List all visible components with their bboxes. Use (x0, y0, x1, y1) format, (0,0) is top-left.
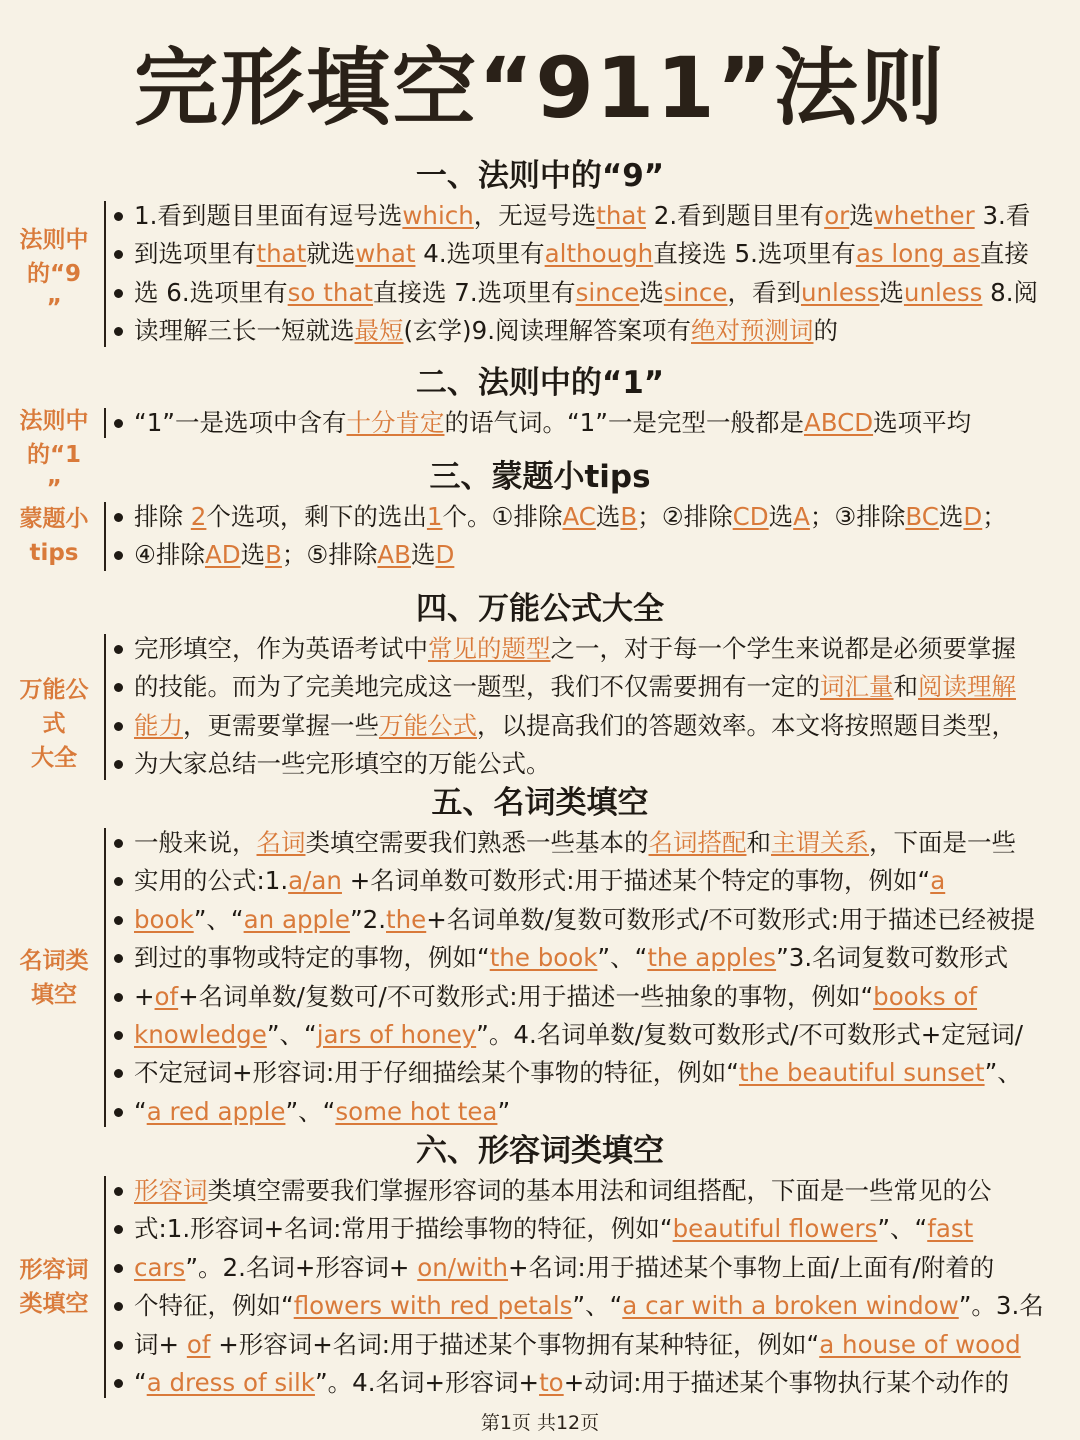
text-segment: ”。3.名 (958, 1291, 1044, 1321)
text-segment: ”。2.名词+形容词+ (185, 1252, 418, 1282)
text-segment: ”、“ (266, 1019, 317, 1049)
section-heading: 一、法则中的“9” (415, 158, 665, 194)
text-segment: 2.看到题目里有 (646, 201, 825, 230)
section-body (0, 824, 1080, 1131)
highlighted-term: AB (377, 540, 411, 570)
highlighted-term: although (544, 239, 654, 269)
section-divider-line (104, 828, 106, 1127)
section-divider-line (104, 634, 106, 780)
section (0, 155, 1080, 351)
highlighted-term: 十分肯定 (346, 408, 445, 437)
text-segment: 个选项，剩下的选出 (206, 502, 427, 531)
section-body (0, 630, 1080, 784)
text-segment: (玄学)9.阅读理解答案项有 (403, 316, 691, 346)
text-segment: ”3.名词复数可数形式 (776, 943, 1009, 973)
text-segment: 类填空需要我们熟悉一些基本的 (305, 828, 649, 857)
section-divider-line (104, 408, 106, 438)
highlighted-term: that (596, 201, 647, 230)
highlighted-term: 能力 (134, 710, 183, 740)
text-segment: ； (982, 502, 1007, 531)
highlighted-term: unless (903, 277, 983, 307)
text-segment: 选 (879, 277, 904, 307)
bullet-line (112, 1172, 1080, 1210)
bullet-line (112, 1093, 1080, 1131)
text-segment: 式:1.形容词+名词:常用于描绘事物的特征，例如“ (134, 1214, 673, 1244)
highlighted-term: book (134, 904, 194, 934)
section-side-label: 名词类 填空 (19, 947, 89, 1008)
text-segment: 选 (595, 502, 621, 531)
bullet-list (112, 404, 1080, 442)
section-divider-line (104, 502, 106, 571)
highlighted-term: cars (134, 1252, 186, 1282)
text-segment: 到过的事物或特定的事物，例如“ (134, 943, 490, 973)
highlighted-term: ABCD (803, 408, 874, 437)
section-side-label: 万能公式 大全 (19, 676, 89, 771)
section-side-label: 蒙题小 tips (19, 506, 89, 567)
text-segment: 3.看 (974, 201, 1031, 230)
bullet-line (112, 978, 1080, 1016)
highlighted-term: flowers with red petals (293, 1291, 573, 1321)
text-segment: ”、“ (597, 943, 648, 973)
highlighted-term: 最短 (354, 316, 404, 346)
bullet-line (112, 536, 1080, 574)
section-side-label: 法则中 的“9 ” (19, 226, 89, 321)
bullet-line (112, 1364, 1080, 1402)
text-segment: 直接选 5.选项里有 (653, 239, 856, 269)
bullet-line (112, 824, 1080, 862)
text-segment: 8.阅 (982, 277, 1039, 307)
text-segment: 到选项里有 (134, 239, 257, 269)
section-heading: 五、名词类填空 (431, 785, 649, 821)
text-segment: ” (497, 1096, 511, 1126)
bullet-line (112, 1249, 1080, 1287)
highlighted-term: of (186, 1329, 211, 1359)
highlighted-term: unless (800, 277, 880, 307)
text-segment: 词+ (134, 1329, 187, 1359)
bullet-list (112, 1172, 1080, 1402)
bullet-line (112, 668, 1080, 706)
highlighted-term: 常见的题型 (428, 634, 551, 663)
section (0, 1130, 1080, 1402)
page-title: 完形填空“911”法则 (134, 39, 946, 137)
highlighted-term: so that (287, 277, 373, 307)
section (0, 588, 1080, 784)
text-segment: 就选 (306, 239, 356, 269)
section-heading: 六、形容词类填空 (416, 1133, 664, 1169)
text-segment: ，以提高我们的答题效率。本文将按照题目类型， (477, 710, 1016, 740)
section-divider-line (104, 201, 106, 347)
highlighted-term: B (620, 502, 638, 531)
text-segment: ”、“ (572, 1291, 623, 1321)
text-segment: 和 (893, 672, 918, 702)
text-segment: 的语气词。“1”一是完型一般都是 (444, 408, 804, 437)
bullet-line (112, 901, 1080, 939)
highlighted-term: a red apple (146, 1096, 286, 1126)
section-side-label: 形容词 类填空 (19, 1257, 89, 1318)
highlighted-term: the book (489, 943, 598, 973)
highlighted-term: the apples (647, 943, 777, 973)
text-segment: ”2. (349, 904, 387, 934)
bullet-list (112, 630, 1080, 784)
highlighted-term: 阅读理解 (918, 672, 1016, 702)
text-segment: ④排除 (134, 540, 205, 570)
highlighted-term: beautiful flowers (672, 1214, 878, 1244)
highlighted-term: books of (873, 981, 978, 1011)
text-segment: “ (134, 1367, 147, 1397)
highlighted-term: a/an (288, 866, 342, 896)
highlighted-term: 2 (190, 502, 207, 531)
section-heading: 二、法则中的“1” (415, 365, 665, 401)
highlighted-term: which (402, 201, 474, 230)
bullet-line (112, 498, 1080, 536)
text-segment: 选 6.选项里有 (134, 277, 288, 307)
text-segment: ，看到 (727, 277, 801, 307)
highlighted-term: whether (873, 201, 975, 230)
text-segment: ”、“ (877, 1214, 928, 1244)
bullet-line (112, 630, 1080, 668)
highlighted-term: CD (732, 502, 769, 531)
text-segment: 的技能。而为了完美地完成这一题型，我们不仅需要拥有一定的 (134, 672, 820, 702)
highlighted-term: 形容词 (134, 1176, 208, 1205)
highlighted-term: BC (905, 502, 939, 531)
text-segment: 1.看到题目里面有逗号选 (134, 201, 403, 230)
bullet-line (112, 235, 1080, 273)
text-segment: +名词单数/复数可数形式/不可数形式:用于描述已经被提 (426, 904, 1036, 934)
highlighted-term: AC (562, 502, 596, 531)
highlighted-term: what (355, 239, 416, 269)
text-segment: 直接选 7.选项里有 (372, 277, 576, 307)
highlighted-term: some hot tea (335, 1096, 498, 1126)
text-segment: ”。4.名词单数/复数可数形式/不可数形式+定冠词/ (476, 1019, 1024, 1049)
text-segment: 完形填空，作为英语考试中 (134, 634, 428, 663)
section-side-label: 法则中 的“1 ” (19, 408, 89, 502)
bullet-list (112, 498, 1080, 575)
bullet-list (112, 824, 1080, 1131)
page-indicator: 第1页 共12页 (480, 1412, 600, 1434)
text-segment: 类填空需要我们掌握形容词的基本用法和词组搭配，下面是一些常见的公 (207, 1176, 992, 1205)
text-segment: +名词单数可数形式:用于描述某个特定的事物，例如“ (341, 866, 931, 896)
text-segment: 选 (240, 540, 266, 570)
text-segment: 不定冠词+形容词:用于仔细描绘某个事物的特征，例如“ (134, 1058, 739, 1088)
text-segment: 个。①排除 (442, 502, 563, 531)
highlighted-term: a car with a broken window (622, 1291, 959, 1321)
highlighted-term: 万能公式 (379, 710, 477, 740)
highlighted-term: D (435, 540, 455, 570)
highlighted-term: that (256, 239, 307, 269)
bullet-line (112, 939, 1080, 977)
text-segment: 选 (639, 277, 664, 307)
highlighted-term: AD (204, 540, 241, 570)
text-segment: 直接 (979, 239, 1029, 269)
section-divider-line (104, 1176, 106, 1398)
text-segment: ；⑤排除 (281, 540, 378, 570)
highlighted-term: 名词 (256, 828, 306, 857)
highlighted-term: as long as (855, 239, 980, 269)
highlighted-term: jars of honey (316, 1019, 477, 1049)
text-segment: 选 (410, 540, 436, 570)
highlighted-term: an apple (243, 904, 350, 934)
text-segment: 选 (938, 502, 964, 531)
highlighted-term: 名词搭配 (648, 828, 747, 857)
text-segment: 选项平均 (873, 408, 972, 437)
text-segment: 一般来说， (134, 828, 257, 857)
section-heading: 三、蒙题小tips (429, 459, 651, 495)
highlighted-term: B (265, 540, 282, 570)
section (0, 782, 1080, 1131)
text-segment: 的 (813, 316, 838, 346)
text-segment: ；②排除 (637, 502, 733, 531)
highlighted-term: on/with (417, 1252, 509, 1282)
text-segment: 个特征，例如“ (134, 1291, 294, 1321)
highlighted-term: fast (927, 1214, 974, 1244)
text-segment: ，无逗号选 (473, 201, 597, 230)
text-segment: +名词单数/复数可/不可数形式:用于描述一些抽象的事物，例如“ (178, 981, 874, 1011)
text-segment: 选 (768, 502, 794, 531)
highlighted-term: the (386, 904, 427, 934)
text-segment: ”、“ (193, 904, 244, 934)
text-segment: ，下面是一些 (869, 828, 1016, 857)
highlighted-term: a dress of silk (146, 1367, 315, 1397)
highlighted-term: or (824, 201, 850, 230)
highlighted-term: a house of wood (819, 1329, 1021, 1359)
highlighted-term: a (930, 866, 946, 896)
text-segment: 实用的公式:1. (134, 866, 289, 896)
text-segment: 和 (746, 828, 771, 857)
highlighted-term: since (575, 277, 640, 307)
text-segment: “1”一是选项中含有 (134, 408, 347, 437)
text-segment: 读理解三长一短就选 (134, 316, 355, 346)
bullet-line (112, 1326, 1080, 1364)
highlighted-term: the beautiful sunset (738, 1058, 985, 1088)
section-body (0, 197, 1080, 351)
text-segment: “ (134, 1096, 147, 1126)
highlighted-term: knowledge (134, 1019, 267, 1049)
bullet-line (112, 707, 1080, 745)
highlighted-term: 绝对预测词 (691, 316, 814, 346)
bullet-line (112, 1210, 1080, 1248)
bullet-line (112, 312, 1080, 350)
text-segment: ，更需要掌握一些 (183, 710, 379, 740)
bullet-line (112, 197, 1080, 235)
section-body (0, 498, 1080, 575)
text-segment: + (134, 981, 155, 1011)
bullet-line (112, 862, 1080, 900)
text-segment: ”。4.名词+形容词+ (314, 1367, 540, 1397)
highlighted-term: 词汇量 (820, 672, 894, 702)
text-segment: 之一，对于每一个学生来说都是必须要掌握 (550, 634, 1016, 663)
text-segment: +动词:用于描述某个事物执行某个动作的 (563, 1367, 1009, 1397)
text-segment: ；③排除 (809, 502, 906, 531)
bullet-line (112, 745, 1080, 783)
text-segment: ”、“ (285, 1096, 336, 1126)
text-segment: +名词:用于描述某个事物上面/上面有/附着的 (508, 1252, 995, 1282)
bullet-line (112, 404, 1080, 442)
bullet-line (112, 1016, 1080, 1054)
highlighted-term: of (154, 981, 179, 1011)
highlighted-term: to (539, 1367, 564, 1397)
highlighted-term: 1 (426, 502, 443, 531)
text-segment: 排除 (134, 502, 191, 531)
section (0, 456, 1080, 575)
highlighted-term: A (793, 502, 810, 531)
text-segment: ”、 (984, 1058, 1022, 1088)
highlighted-term: D (963, 502, 983, 531)
highlighted-term: 主谓关系 (771, 828, 869, 857)
bullet-line (112, 1054, 1080, 1092)
text-segment: +形容词+名词:用于描述某个事物拥有某种特征，例如“ (210, 1329, 820, 1359)
bullet-line (112, 274, 1080, 312)
section-body (0, 1172, 1080, 1402)
bullet-list (112, 197, 1080, 351)
text-segment: 为大家总结一些完形填空的万能公式。 (134, 749, 551, 779)
section-heading: 四、万能公式大全 (416, 591, 664, 627)
text-segment: 选 (849, 201, 874, 230)
bullet-line (112, 1287, 1080, 1325)
text-segment: 4.选项里有 (415, 239, 545, 269)
highlighted-term: since (663, 277, 728, 307)
